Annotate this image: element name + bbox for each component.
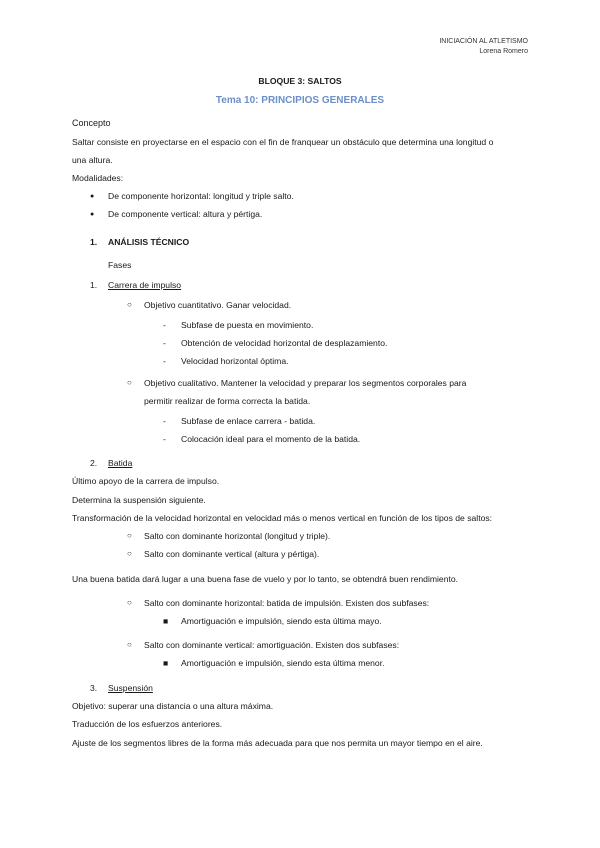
- list-item: Colocación ideal para el momento de la batida.: [181, 434, 361, 444]
- circle-bullet-icon: ○: [127, 531, 132, 540]
- header-course: INICIACIÓN AL ATLETISMO: [439, 38, 528, 45]
- phase-title-batida: Batida: [108, 458, 133, 468]
- dash-icon: -: [163, 320, 166, 330]
- phase-title-carrera: Carrera de impulso: [108, 280, 182, 290]
- phase-number: 1.: [90, 280, 98, 290]
- batida-line-1: Último apoyo de la carrera de impulso.: [72, 476, 220, 486]
- circle-bullet-icon: ○: [127, 640, 132, 649]
- circle-bullet-icon: ○: [127, 549, 132, 558]
- batida-line-4: Una buena batida dará lugar a una buena fase de vuelo y por lo tanto, se obtendrá buen rendimiento.: [72, 574, 459, 584]
- list-item: Obtención de velocidad horizontal de desplazamiento.: [181, 338, 388, 348]
- topic-title: Tema 10: PRINCIPIOS GENERALES: [215, 95, 385, 106]
- section-title: ANÁLISIS TÉCNICO: [108, 237, 190, 247]
- circle-bullet-icon: ○: [127, 378, 132, 387]
- modality-item: De componente horizontal: longitud y triple salto.: [108, 191, 294, 201]
- square-bullet-icon: ■: [163, 616, 169, 626]
- horizontal-subphase: Amortiguación e impulsión, siendo esta última mayo.: [181, 616, 382, 626]
- section-number: 1.: [90, 237, 98, 247]
- modalities-heading: Modalidades:: [72, 173, 124, 183]
- circle-bullet-icon: ○: [127, 300, 132, 309]
- vertical-takeoff: Salto con dominante vertical: amortiguación. Existen dos subfases:: [144, 640, 400, 650]
- vertical-subphase: Amortiguación e impulsión, siendo esta última menor.: [181, 658, 385, 668]
- concept-text-2: una altura.: [72, 155, 113, 165]
- horizontal-takeoff: Salto con dominante horizontal: batida de impulsión. Existen dos subfases:: [144, 598, 430, 608]
- concept-heading: Concepto: [72, 118, 111, 128]
- dash-icon: -: [163, 356, 166, 366]
- block-title: BLOQUE 3: SALTOS: [258, 76, 342, 86]
- jump-type: Salto con dominante horizontal (longitud y triple).: [144, 531, 331, 541]
- dash-icon: -: [163, 416, 166, 426]
- quant-objective: Objetivo cuantitativo. Ganar velocidad.: [144, 300, 292, 310]
- suspension-line-3: Ajuste de los segmentos libres de la forma más adecuada para que nos permita un mayor tiempo en el aire.: [72, 738, 483, 748]
- jump-type: Salto con dominante vertical (altura y pértiga).: [144, 549, 320, 559]
- square-bullet-icon: ■: [163, 658, 169, 668]
- qual-objective-2: permitir realizar de forma correcta la batida.: [144, 396, 311, 406]
- phases-label: Fases: [108, 260, 132, 270]
- header-author: Lorena Romero: [479, 48, 528, 55]
- circle-bullet-icon: ○: [127, 598, 132, 607]
- batida-line-2: Determina la suspensión siguiente.: [72, 495, 206, 505]
- batida-line-3: Transformación de la velocidad horizontal en velocidad más o menos vertical en función de los tipos de saltos:: [72, 513, 493, 523]
- qual-objective-1: Objetivo cualitativo. Mantener la velocidad y preparar los segmentos corporales para: [144, 378, 467, 388]
- phase-title-suspension: Suspensión: [108, 683, 153, 693]
- list-item: Subfase de enlace carrera - batida.: [181, 416, 316, 426]
- list-item: Velocidad horizontal óptima.: [181, 356, 289, 366]
- suspension-line-2: Traducción de los esfuerzos anteriores.: [72, 719, 223, 729]
- list-item: Subfase de puesta en movimiento.: [181, 320, 314, 330]
- phase-number: 2.: [90, 458, 98, 468]
- modality-item: De componente vertical: altura y pértiga.: [108, 209, 263, 219]
- bullet-icon: ●: [90, 193, 95, 200]
- suspension-line-1: Objetivo: superar una distancia o una altura máxima.: [72, 701, 274, 711]
- bullet-icon: ●: [90, 211, 95, 218]
- dash-icon: -: [163, 338, 166, 348]
- concept-text-1: Saltar consiste en proyectarse en el espacio con el fin de franquear un obstáculo que determina una longitud o: [72, 137, 494, 147]
- dash-icon: -: [163, 434, 166, 444]
- phase-number: 3.: [90, 683, 98, 693]
